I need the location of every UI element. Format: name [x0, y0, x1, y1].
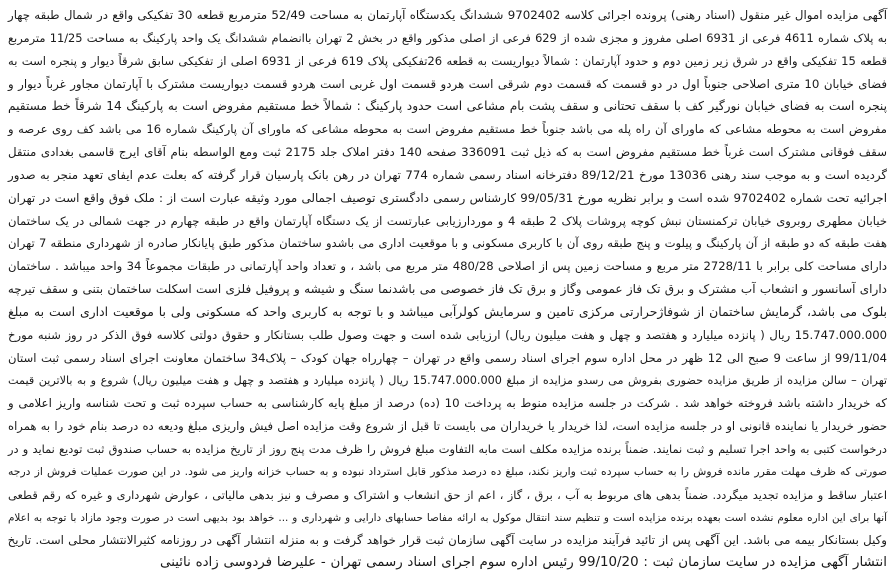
- notice-line: دارای آسانسور و انشعاب آب مشترک و برق تک فاز عمومی وگاز و برق تک فاز خصوصی می باشدنما سنگ و شیشه و پروفیل فلزی است اسکلت ساختمان بتنی و سقف تیرچه: [7, 282, 887, 297]
- notice-line: گردیده است و به موجب سند رهنی 13036 مورخ 89/12/21 دفترخانه اسناد رسمی شماره 774 تهران در رهن بانک پارسیان قرار گرفته که بعلت عدم ایفای تعهد منجر به صدور: [8, 167, 887, 182]
- notice-line: که خریدار داشته باشد فروخته خواهد شد . شرکت در جلسه مزایده منوط به پرداخت 10 (ده) درصد از مبلغ پایه کارشناسی به حساب سپرده ثبت و تحت شناسه واریز اعلامی و: [8, 396, 887, 411]
- notice-line: 99/11/04 از ساعت 9 صبح الی 12 ظهر در محل اداره سوم اجرای اسناد رسمی واقع در تهران – چهارراه جهان کودک – پلاک34 ساختمان معاونت اجرای اسناد رسمی ثبت استان: [8, 350, 887, 365]
- notice-line: آنها برای این اداره معلوم نشده است بعهده برنده مزایده است و تنظیم سند انتقال موکول به ارائه مفاصا حسابهای دارایی و شهرداری و ... خواهد بود بدیهی است در صورت وجود مازاد با توجه به اعلام: [8, 511, 887, 524]
- notice-line: 15.747.000.000 ریال ( پانزده میلیارد و هفتصد و چهل و هفت میلیون ریال) ارزیابی شده است و جهت وصول طلب بستانکار و حقوق دولتی کلاسه فوق الذکر در روز شنبه مورخ: [8, 327, 887, 342]
- notice-line: بلوک می باشد، گرمایش ساختمان از شوفاژحرارتی مرکزی تامین و سرمایش کولرآبی میباشد و با توجه به کاربری واحد که مسکونی ولی با موقعیت اداری است به مبلغ: [8, 303, 887, 319]
- notice-line: پنجره است به فضای خیابان نورگیر کف با سقف تحتانی و سقف پشت بام مشاعی است حدود پارکینگ : شمالاً خط مستقیم مفروض است به پارکینگ 14 شرقاً خط مستقیم: [8, 99, 888, 114]
- notice-line: وکیل بستانکار بیمه می باشد. این آگهی پس از تائید فرآیند مزایده در سایت آگهی سازمان ثبت قرار خواهد گرفت و به منزله انتشار آگهی در روزنامه کثیرالانتشار محلی است. تاریخ: [7, 533, 887, 548]
- notice-line: فضای خیابان 10 متری اصلاحی جنوباً اول در دو قسمت که قسمت دوم شرقی است هردو قسمت اول غربی است هردو قسمت دیواریست مشترک با آپارتمان مجاور غرباً دیوار و: [8, 76, 887, 91]
- notice-line: دارای مساحت کلی برابر با 2728/11 متر مربع و مساحت زمین پس از اصلاحی 480/28 متر مربع می باشد ، و تعداد واحد آپارتمانی در طبقات مجموعاً 34 واحد میباشد . ساختمان: [8, 259, 887, 274]
- notice-line: درخواست کتبی به واحد اجرا تسلیم و ثبت نمایند. ضمناً برنده مزایده مکلف است مابه التفاوت مبلغ فروش را ظرف مدت پنج روز از تاریخ مزایده به حساب صندوق ثبت تودیع نماید و در: [8, 442, 887, 457]
- notice-line: به پلاک شماره 4611 فرعی از 6931 اصلی مفروز و مجزی شده از 629 فرعی از اصلی مذکور واقع در بخش 2 تهران باانضمام ششدانگ یک واحد پارکینگ به مساحت 11/25 مترمربع: [8, 30, 887, 45]
- notice-line: آگهی مزایده اموال غیر منقول (اسناد رهنی) پرونده اجرائی کلاسه 9702402 ششدانگ یکدستگاه آپارتمان به مساحت 52/49 مترمربع قطعه 30 تفکیکی واقع در شمال طبقه چهار: [8, 8, 887, 22]
- notice-line: سقف فوقانی مشترک است غرباً خط مستقیم مفروض است به که ذیل ثبت 336091 صفحه 140 دفتر املاک جلد 2175 ثبت ومع الواسطه بنام آقای ایرج قاسمی بغدادی منتقل: [8, 145, 887, 160]
- notice-line: خیابان مطهری روبروی خیابان ترکمنستان نبش کوچه پروشات پلاک 2 طبقه 4 و موردارزیابی عبارتست از یک دستگاه آپارتمان واقع در طبقه چهارم در جهت شمالی در یک ساختمان: [8, 213, 887, 228]
- notice-line: هفت طبقه که دو طبقه از آن پارکینگ و پیلوت و پنج طبقه روی آن با کاربری مسکونی و با موقعیت اداری می باشدو ساختمان مذکور طبق پایانکار صادره از شهرداری منطقه 7 تهران: [8, 236, 888, 251]
- notice-line: قطعه 15 تفکیکی واقع در شرق زیر زمین دوم و حدود آپارتمان : شمالاً دیواریست به قطعه 26تفکیکی پلاک 619 فرعی از 6931 اصلی از تفکیکی سابق شرقاً دیوار و پنجره است به: [8, 53, 887, 68]
- notice-line: اجرائیه تحت شماره 9702402 شده است و برابر نظریه مورخ 99/05/31 کارشناس رسمی دادگستری توصیف اجمالی مورد وثیقه عبارت است از : ملک فوق واقع است در تهران: [8, 190, 887, 205]
- notice-line: مفروض است به محوطه مشاعی که ماورای آن راه پله می باشد جنوباً خط مستقیم مفروض است به محوطه مشاعی که ماورای آن پارکینگ شماره 16 می باشد کف روی عرصه و: [8, 122, 888, 137]
- notice-line: تهران – سالن مزایده از طریق مزایده حضوری بفروش می رسدو مزایده از مبلغ 15.747.000.000 ریال ( پانزده میلیارد و هفتصد و چهل و هفت میلیون ریال) شروع و به بالاترین قیمت: [8, 373, 887, 387]
- notice-line-signature: انتشار آگهی مزایده در سایت سازمان ثبت : 99/10/20 رئیس اداره سوم اجرای اسناد رسمی تهران - علیرضا فردوسی زاده نائینی: [160, 555, 887, 571]
- notice-line: صورتی که ظرف مهلت مقرر مانده فروش را به حساب سپرده ثبت واریز نکند، مبلغ ده درصد مذکور قابل استرداد نبوده و به حساب خزانه واریز می شود. در این صورت عملیات فروش از درجه: [8, 464, 887, 478]
- notice-line: حضور خریدار یا نماینده قانونی او در جلسه مزایده است، لذا خریدار یا خریداران می بایست تا قبل از شروع وقت مزایده اصل فیش واریزی مبلغ ودیعه ده درصد بنام خود را به همراه: [8, 419, 887, 434]
- notice-line: اعتبار ساقط و مزایده تجدید میگردد. ضمناً بدهی های مربوط به آب ، برق ، گاز ، اعم از حق انشعاب و اشتراک و مصرف و نیز بدهی مالیاتی ، عوارض شهرداری و غیره که رقم قطعی: [8, 487, 887, 502]
